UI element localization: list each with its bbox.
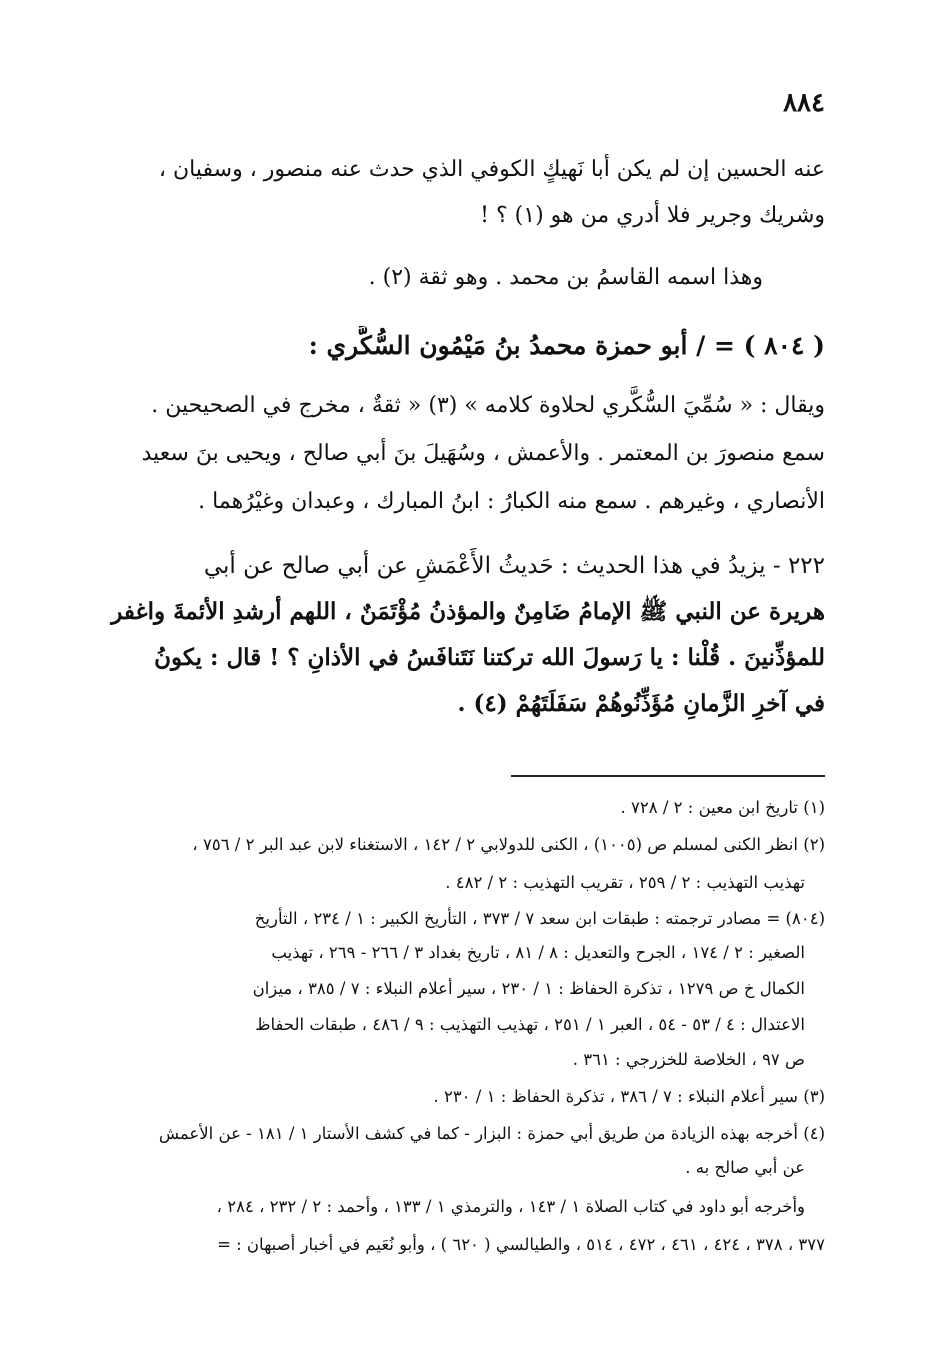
footnote-line: (٣) سير أعلام النبلاء : ٧ / ٣٨٦ ، تذكرة الحفاظ : ١ / ٢٣٠ . <box>433 1087 825 1106</box>
footnote-line: الاعتدال : ٤ / ٥٣ - ٥٤ ، العبر ١ / ٢٥١ ، تهذيب التهذيب : ٩ / ٤٨٦ ، طبقات الحفاظ <box>255 1015 805 1034</box>
hadith-line: هريرة عن النبي ﷺ الإمامُ ضَامِنٌ والمؤذنُ مُؤْتَمَنٌ ، اللهم أرشدِ الأئمةَ واغفر <box>111 598 825 625</box>
entry-heading: ( ٨٠٤ ) = / أبو حمزة محمدُ بنُ مَيْمُون السُّكَّري : <box>308 331 825 360</box>
body-line: وشريك وجرير فلا أدري من هو (١) ؟ ! <box>480 203 825 228</box>
footnote-line: وأخرجه أبو داود في كتاب الصلاة ١ / ١٤٣ ، والترمذي ١ / ١٣٣ ، وأحمد : ٢ / ٢٣٢ ، ٢٨٤ ، <box>216 1197 805 1216</box>
body-line: وهذا اسمه القاسمُ بن محمد . وهو ثقة (٢) . <box>368 265 763 290</box>
footnote-line: عن أبي صالح به . <box>685 1158 805 1177</box>
footnote-line: (٢) انظر الكنى لمسلم ص (١٠٠٥) ، الكنى للدولابي ٢ / ١٤٢ ، الاستغناء لابن عبد البر ٢ / ٧٥٦ ، <box>192 835 825 854</box>
footnote-line: ص ٩٧ ، الخلاصة للخزرجي : ٣٦١ . <box>572 1050 805 1069</box>
hadith-line: ٢٢٢ - يزيدُ في هذا الحديث : حَديثُ الأَعْمَشِ عن أبي صالح عن أبي <box>203 553 825 579</box>
bio-line: ويقال : « سُمِّيَ السُّكَّري لحلاوة كلامه » (٣) « ثقةٌ ، مخرج في الصحيحين . <box>151 393 825 418</box>
hadith-line: في آخرِ الزَّمانِ مُؤَذِّنُوهُمْ سَفَلَتَهُمْ (٤) . <box>457 690 825 717</box>
bio-line: سمع منصورَ بن المعتمر . والأعمش ، وسُهَيلَ بنَ أبي صالح ، ويحيى بنَ سعيد <box>141 441 825 466</box>
footnote-line: الصغير : ٢ / ١٧٤ ، الجرح والتعديل : ٨ / ٨١ ، تاريخ بغداد ٣ / ٢٦٦ - ٢٦٩ ، تهذيب <box>271 943 805 962</box>
footnote-line: ٣٧٧ ، ٣٧٨ ، ٤٢٤ ، ٤٦١ ، ٤٧٢ ، ٥١٤ ، والطيالسي ( ٦٢٠ ) ، وأبو نُعَيم في أخبار أصبهان : = <box>217 1235 825 1254</box>
footnote-line: تهذيب التهذيب : ٢ / ٢٥٩ ، تقريب التهذيب : ٢ / ٤٨٢ . <box>445 873 805 892</box>
page-number: ٨٨٤ <box>783 88 825 118</box>
hadith-line: للمؤذِّنينَ . قُلْنا : يا رَسولَ الله تركتنا نَتَنافَسُ في الأذانِ ؟ ! قال : يكونُ <box>154 644 825 671</box>
footnote-line: (٤) أخرجه بهذه الزيادة من طريق أبي حمزة : البزار - كما في كشف الأستار ١ / ١٨١ - عن الأعمش <box>158 1124 825 1143</box>
body-line: عنه الحسين إن لم يكن أبا نَهيكٍ الكوفي الذي حدث عنه منصور ، وسفيان ، <box>158 157 825 182</box>
footnote-line: (١) تاريخ ابن معين : ٢ / ٧٢٨ . <box>620 798 825 817</box>
footnote-line: (٨٠٤) = مصادر ترجمته : طبقات ابن سعد ٧ / ٣٧٣ ، التأريخ الكبير : ١ / ٢٣٤ ، التأريخ <box>254 909 825 928</box>
footnote-separator <box>511 775 825 777</box>
bio-line: الأنصاري ، وغيرهم . سمع منه الكبارُ : ابنُ المبارك ، وعبدان وغيْرُهما . <box>198 489 825 514</box>
footnote-line: الكمال خ ص ١٢٧٩ ، تذكرة الحفاظ : ١ / ٢٣٠ ، سير أعلام النبلاء : ٧ / ٣٨٥ ، ميزان <box>252 979 805 998</box>
